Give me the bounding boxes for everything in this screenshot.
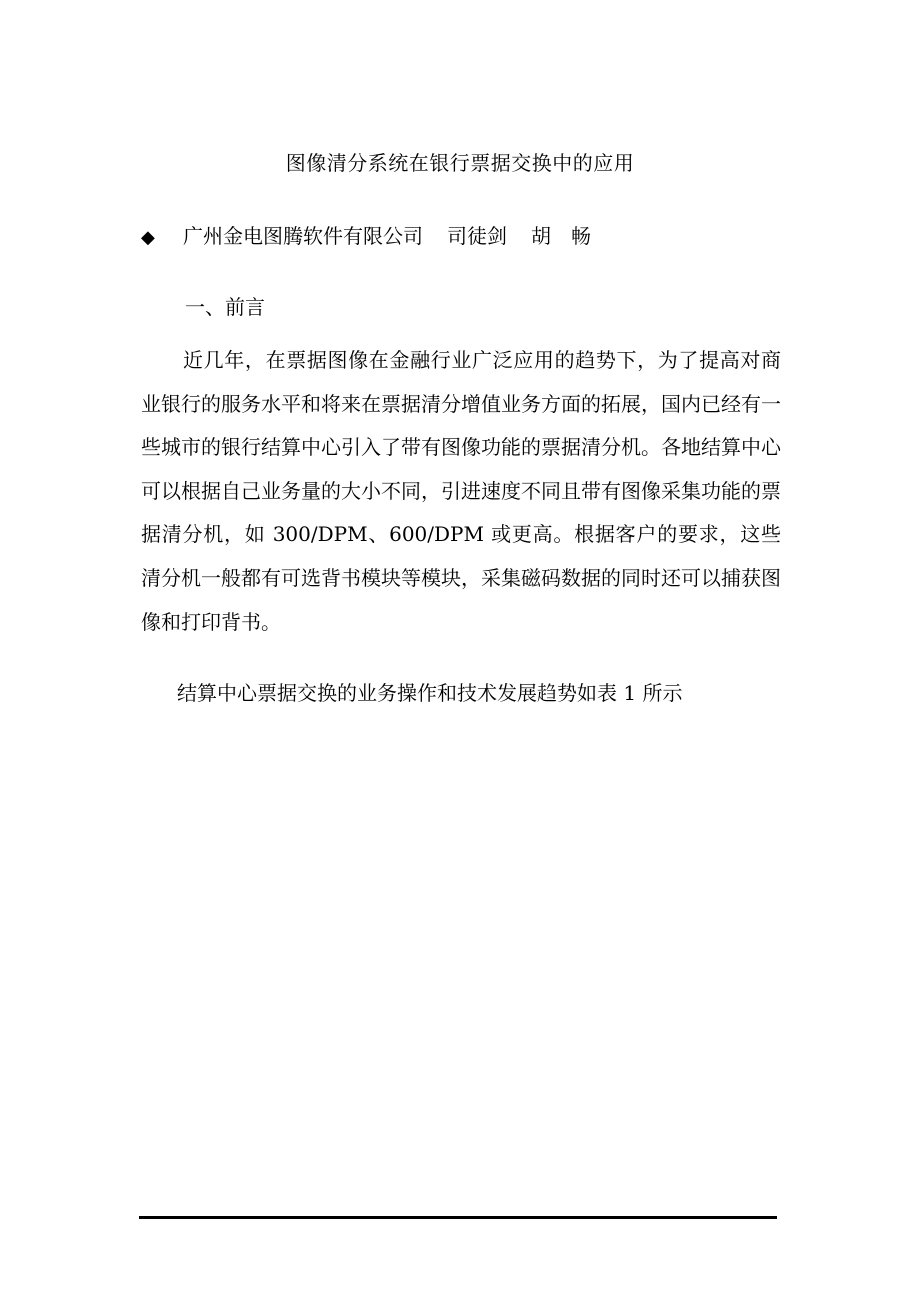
author-name-1: 司徒剑 [447, 224, 507, 248]
section-heading: 一、前言 [185, 295, 265, 319]
diamond-bullet-icon: ◆ [141, 227, 155, 248]
document-title: 图像清分系统在银行票据交换中的应用 [285, 151, 635, 175]
author-name-2-given: 畅 [571, 224, 591, 248]
author-line [141, 221, 591, 253]
author-name-2-surname: 胡 [531, 224, 551, 248]
body-paragraph-2: 结算中心票据交换的业务操作和技术发展趋势如表 1 所示 [177, 681, 683, 705]
footer-divider [139, 1216, 777, 1219]
company-name: 广州金电图腾软件有限公司 [183, 224, 423, 248]
body-paragraph-1: 近几年，在票据图像在金融行业广泛应用的趋势下，为了提高对商业银行的服务水平和将来在票据清分增值业务方面的拓展，国内已经有一些城市的银行结算中心引入了带有图像功能的票据清分机。各地结算中心可以根据自己业务量的大小不同，引进速度不同且带有图像采集功能的票据清分机，如 300/DPM、600/DPM 或更高。根据客户的要求，这些清分机一般都有可选背书模块等模块，采集磁码数据的同时还可以捕获图像和打印背书。 [141, 348, 781, 634]
